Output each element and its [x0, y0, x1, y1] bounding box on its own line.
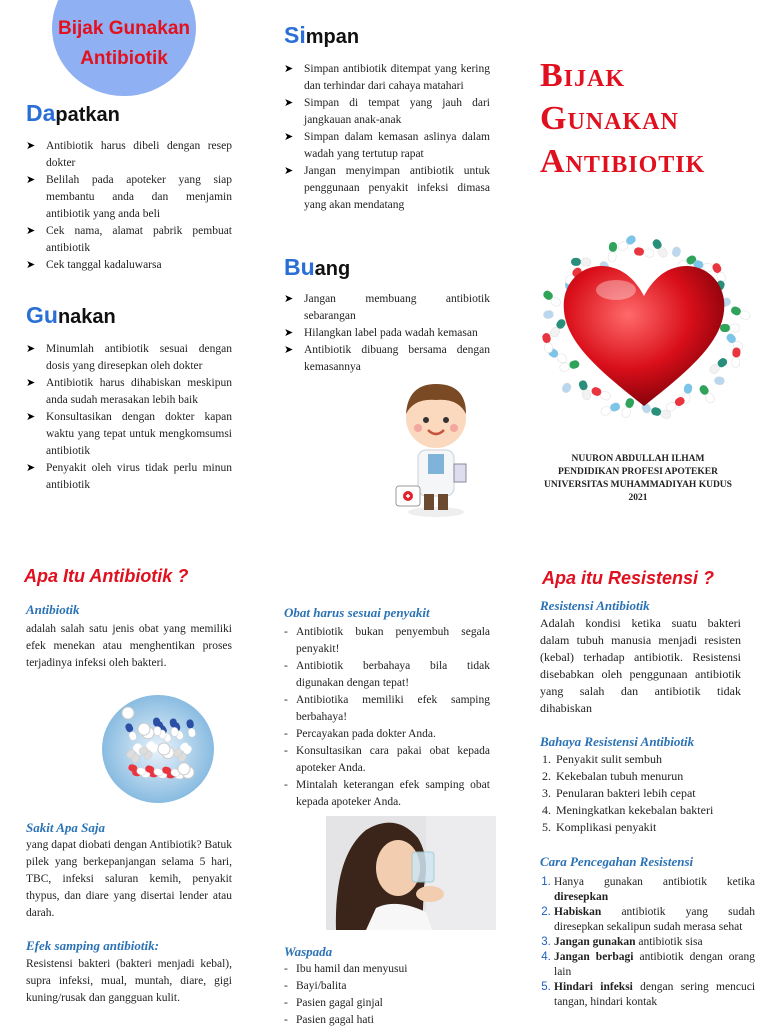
obat-item: - Konsultasikan cara pakai obat kepada apoteker Anda. [284, 743, 490, 777]
antibiotik-term: Antibiotik [26, 602, 80, 617]
gunakan-list [26, 341, 232, 494]
antibiotik-definition: adalah salah satu jenis obat yang memiliki efek menekan atau menghentikan proses terjadinya infeksi oleh bakteri. [26, 623, 232, 669]
buang-item: ➤ Antibiotik dibuang bersama dengan kemasannya [284, 342, 490, 376]
badge-line-2: Antibiotik [80, 48, 168, 69]
waspada-item: - Pasien gagal ginjal [284, 995, 490, 1012]
simpan-list [284, 61, 490, 214]
pencegahan-item: 2. Habiskan antibiotik yang sudah diresepkan sekalipun sudah merasa sehat [554, 905, 755, 935]
pencegahan-item: 5. Hindari infeksi dengan sering mencuci tangan, hindari kontak [554, 980, 755, 1010]
program-name: PENDIDIKAN PROFESI APOTEKER [558, 467, 718, 477]
simpan-item: ➤ Simpan di tempat yang jauh dari jangkauan anak-anak [284, 95, 490, 129]
dapatkan-item: ➤ Cek tanggal kadaluwarsa [26, 257, 232, 274]
sakit-apa-saja-text: yang dapat diobati dengan Antibiotik? Batuk pilek yang berkepanjangan selama 5 hari, TBC, infeksi saluran kemih, penyakit thypus, dan diare yang disertai lender atau darah. [26, 839, 233, 919]
resistensi-antibiotik-heading: Resistensi Antibiotik [540, 598, 650, 613]
gunakan-item: ➤ Antibiotik harus dihabiskan meskipun anda sudah merasakan lebih baik [26, 375, 232, 409]
dapatkan-list [26, 138, 232, 274]
woman-drinking-image [326, 816, 496, 930]
sakit-apa-saja-heading: Sakit Apa Saja [26, 820, 105, 835]
cara-pencegahan-heading: Cara Pencegahan Resistensi [540, 854, 694, 869]
bahaya-list [540, 751, 755, 836]
author-name: NUURON ABDULLAH ILHAM [571, 454, 705, 464]
simpan-item: ➤ Simpan dalam kemasan aslinya dalam wadah yang tertutup rapat [284, 129, 490, 163]
bahaya-item: 4. Meningkatkan kekebalan bakteri [554, 802, 755, 819]
efek-samping-heading: Efek samping antibiotik: [26, 938, 159, 953]
obat-item: - Antibiotik bukan penyembuh segala penyakit! [284, 624, 490, 658]
dapatkan-item: ➤ Belilah pada apoteker yang siap membantu anda dan menjamin antibiotik yang anda beli [26, 172, 232, 223]
resistensi-text: Adalah kondisi ketika suatu bakteri dalam tubuh manusia menjadi resisten (kebal) terhadap antibiotik. Resistensi disebabkan oleh penggunaan antibiotik yang salah dan antibiotik tidak dihabiskan [540, 616, 741, 715]
waspada-heading: Waspada [284, 944, 333, 959]
dapatkan-heading: Dapatkan [26, 100, 120, 126]
bahaya-item: 5. Komplikasi penyakit [554, 819, 755, 836]
gunakan-item: ➤ Minumlah antibiotik sesuai dengan dosis yang diresepkan oleh dokter [26, 341, 232, 375]
cover-title [540, 54, 705, 183]
buang-list [284, 291, 490, 376]
simpan-item: ➤ Jangan menyimpan antibiotik untuk penggunaan penyakit infeksi dimasa yang akan mendatang [284, 163, 490, 214]
gunakan-item: ➤ Konsultasikan dengan dokter kapan waktu yang tepat untuk mengkomsumsi antibiotik [26, 409, 232, 460]
obat-item: - Antibiotik berbahaya bila tidak digunakan dengan tepat! [284, 658, 490, 692]
bahaya-resistensi-heading: Bahaya Resistensi Antibiotik [540, 734, 695, 749]
obat-item: - Antibiotika memiliki efek samping berbahaya! [284, 692, 490, 726]
gunakan-item: ➤ Penyakit oleh virus tidak perlu minun antibiotik [26, 460, 232, 494]
university-name: UNIVERSITAS MUHAMMADIYAH KUDUS [544, 480, 732, 490]
dapatkan-item: ➤ Antibiotik harus dibeli dengan resep dokter [26, 138, 232, 172]
waspada-item: - Bayi/balita [284, 978, 490, 995]
waspada-item: - Pasien gagal hati [284, 1012, 490, 1029]
cara-list [540, 875, 755, 1010]
pencegahan-item: 3. Jangan gunakan antibiotik sisa [554, 935, 755, 950]
obat-item: - Mintalah keterangan efek samping obat kepada apoteker Anda. [284, 777, 490, 811]
waspada-list [284, 961, 490, 1029]
pencegahan-item: 4. Jangan berbagi antibiotik dengan orang lain [554, 950, 755, 980]
bahaya-item: 2. Kekebalan tubuh menurun [554, 768, 755, 785]
cover-credits [520, 453, 756, 505]
year: 2021 [628, 493, 648, 503]
obat-heading: Obat harus sesuai penyakit [284, 605, 430, 620]
obat-item: - Percayakan pada dokter Anda. [284, 726, 490, 743]
heart-pills-image [536, 228, 752, 428]
buang-item: ➤ Hilangkan label pada wadah kemasan [284, 325, 490, 342]
apa-itu-antibiotik-heading: Apa Itu Antibiotik ? [24, 566, 189, 586]
efek-samping-text: Resistensi bakteri (bakteri menjadi kebal), supra infeksi, mual, muntah, diare, gigi kuning/rusak dan gangguan kulit. [26, 958, 232, 1004]
badge-line-1: Bijak Gunakan [58, 18, 190, 39]
pencegahan-item: 1. Hanya gunakan antibiotik ketika diresepkan [554, 875, 755, 905]
buang-heading: Buang [284, 254, 351, 280]
cover-title-line-3: Antibiotik [540, 143, 706, 180]
cover-title-line-2: Gunakan [540, 100, 679, 137]
buang-item: ➤ Jangan membuang antibiotik sebarangan [284, 291, 490, 325]
gunakan-heading: Gunakan [26, 302, 116, 328]
badge-text [52, 14, 196, 74]
dapatkan-item: ➤ Cek nama, alamat pabrik pembuat antibiotik [26, 223, 232, 257]
bahaya-item: 3. Penularan bakteri lebih cepat [554, 785, 755, 802]
simpan-heading: Simpan [284, 22, 360, 48]
cover-title-line-1: Bijak [540, 57, 626, 94]
simpan-item: ➤ Simpan antibiotik ditempat yang kering dan terhindar dari cahaya matahari [284, 61, 490, 95]
doctor-illustration [388, 372, 484, 518]
bahaya-item: 1. Penyakit sulit sembuh [554, 751, 755, 768]
waspada-item: - Ibu hamil dan menyusui [284, 961, 490, 978]
pills-bowl-image [100, 693, 218, 805]
obat-list [284, 624, 490, 811]
apa-itu-resistensi-heading: Apa itu Resistensi ? [542, 568, 715, 588]
